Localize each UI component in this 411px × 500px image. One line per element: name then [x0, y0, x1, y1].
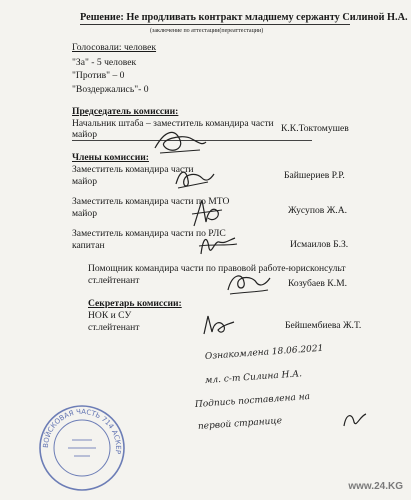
handwritten-line-1: Ознакомлена 18.06.2021 — [204, 343, 324, 362]
vote-for: "За" - 5 человек — [72, 57, 137, 68]
vote-against: "Против" – 0 — [72, 70, 125, 81]
chair-heading: Председатель комиссии: — [72, 106, 179, 117]
member4-name: Козубаев К.М. — [288, 278, 348, 289]
svg-text:ВОЙСКОВАЯ ЧАСТЬ 714 АСКЕР: ВОЙСКОВАЯ ЧАСТЬ 714 АСКЕР — [41, 407, 123, 455]
secretary-signature — [198, 310, 238, 340]
member1-name: Байшериев Р.Р. — [284, 170, 345, 181]
chair-position: Начальник штаба – заместитель командира части — [72, 118, 274, 129]
secretary-name: Бейшембиева Ж.Т. — [285, 320, 362, 331]
handwritten-line-2: мл. с-т Силина Н.А. — [204, 369, 303, 386]
chair-signature — [150, 120, 210, 160]
chair-name: К.К.Токтомушев — [281, 123, 349, 134]
decision-subcaption: (заключение по аттестации(переаттестации) — [150, 28, 264, 34]
member3-name: Исмаилов Б.З. — [290, 239, 349, 250]
member4-signature — [222, 266, 274, 298]
secretary-position: НОК и СУ — [88, 310, 132, 321]
member1-position: Заместитель командира части — [72, 164, 194, 175]
member2-signature — [188, 196, 228, 230]
member3-signature — [195, 228, 241, 260]
secretary-rank: ст.лейтенант — [88, 322, 140, 333]
handwritten-signature — [340, 406, 370, 432]
member4-position: Помощник командира части по правовой работе-юрисконсульт — [88, 263, 346, 274]
official-stamp — [38, 404, 126, 492]
member2-name: Жусупов Ж.А. — [288, 205, 348, 216]
vote-title: Голосовали: человек — [72, 42, 157, 53]
member2-position: Заместитель командира части по МТО — [72, 196, 230, 207]
secretary-heading: Секретарь комиссии: — [88, 298, 182, 309]
decision-underline — [80, 24, 350, 25]
handwritten-line-3: Подпись поставлена на — [194, 391, 311, 410]
vote-abstain: "Воздержались"- 0 — [72, 84, 149, 95]
member4-rank: ст.лейтенант — [88, 275, 140, 286]
handwritten-line-4: первой странице — [197, 416, 283, 432]
decision-title: Решение: Не продливать контракт младшему сержанту Силиной Н.А. — [80, 12, 408, 23]
member1-rank: майор — [72, 176, 97, 187]
member3-position: Заместитель командира части по РЛС — [72, 228, 226, 239]
member2-rank: майор — [72, 208, 97, 219]
chair-rank: майор — [72, 129, 97, 140]
members-heading: Члены комиссии: — [72, 152, 149, 163]
watermark: www.24.KG — [348, 481, 403, 492]
member3-rank: капитан — [72, 240, 105, 251]
member1-signature — [172, 162, 218, 192]
